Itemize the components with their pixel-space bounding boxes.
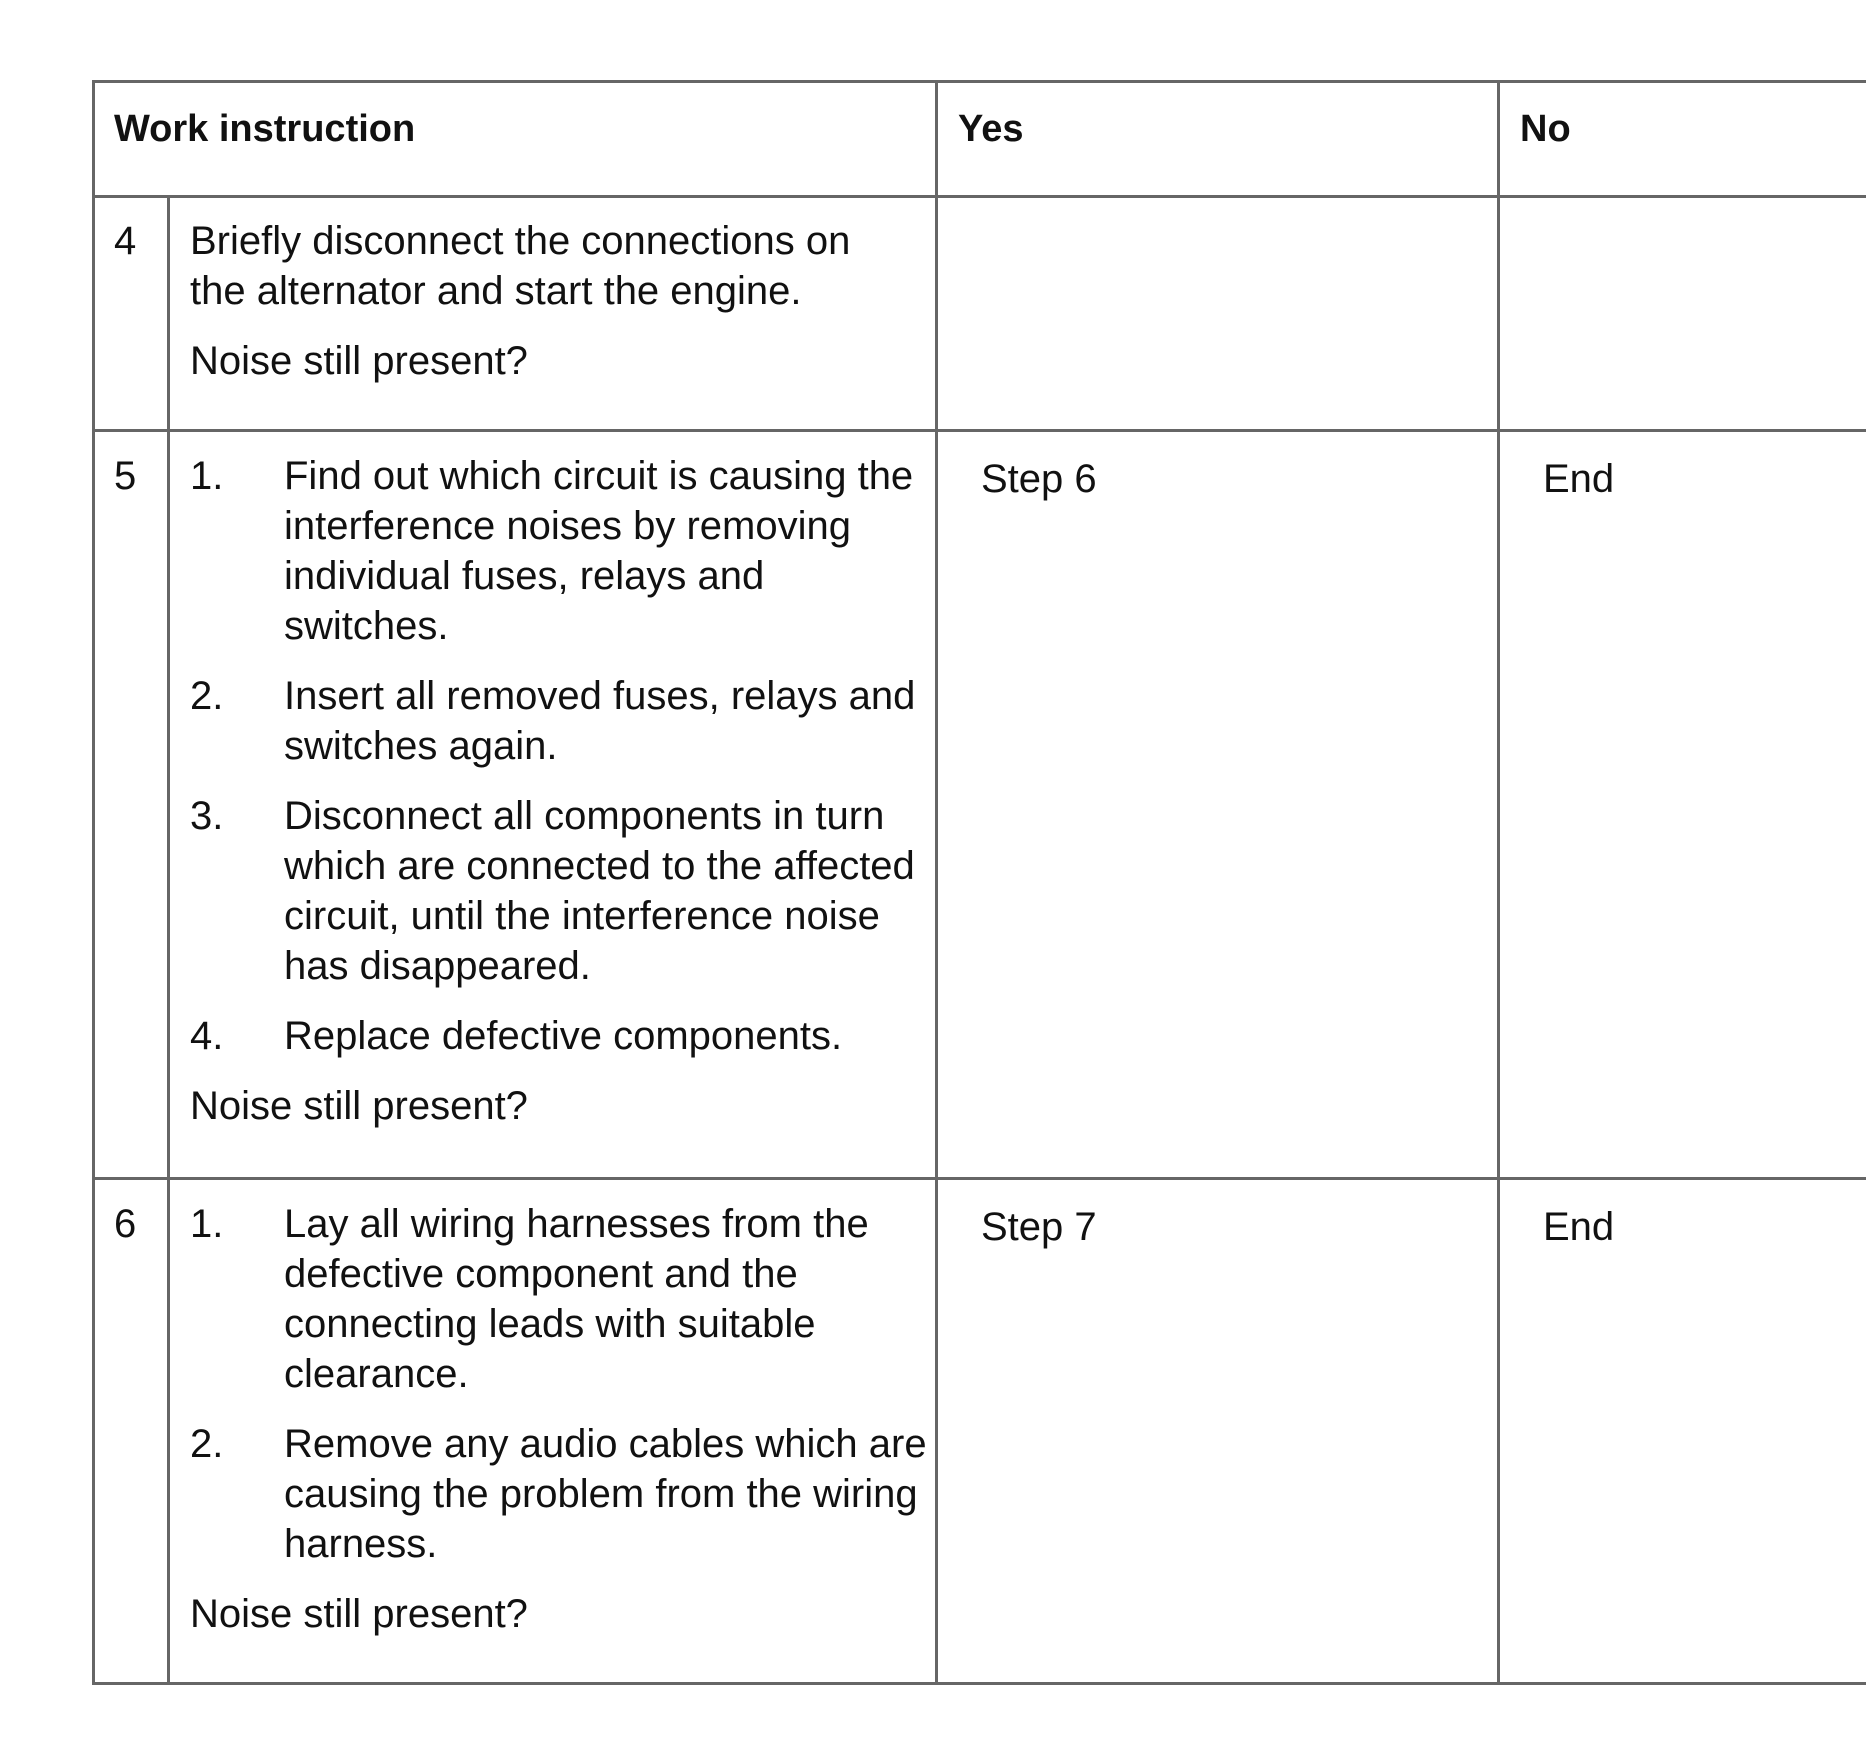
row-6-instruction <box>190 1199 930 1659</box>
header-bottom-border <box>92 195 1866 198</box>
list-item-number: 4. <box>190 1014 224 1058</box>
no-outcome: End <box>1543 1205 1615 1249</box>
header-yes: Yes <box>958 108 1024 150</box>
list-item <box>190 671 930 771</box>
list-item <box>190 451 930 651</box>
row-4-instruction <box>190 216 910 406</box>
instruction-text: Briefly disconnect the connections on the alternator and start the engine. <box>190 219 851 313</box>
yes-outcome: Step 7 <box>981 1205 1097 1249</box>
list-item-text: Insert all removed fuses, relays and switches again. <box>284 674 916 768</box>
header-work-instruction: Work instruction <box>114 108 416 150</box>
question-text: Noise still present? <box>190 1592 528 1636</box>
work-instruction-table <box>92 80 1866 1685</box>
table-bottom-border <box>92 1682 1866 1685</box>
list-item <box>190 1419 930 1569</box>
row-4-bottom-border <box>92 429 1866 432</box>
step-number: 4 <box>114 219 137 263</box>
list-item-text: Replace defective components. <box>284 1014 843 1058</box>
list-item-text: Lay all wiring harnesses from the defective component and the connecting leads with suitable clearance. <box>284 1202 869 1396</box>
step-number: 5 <box>114 454 137 498</box>
yes-column-divider <box>935 80 938 1685</box>
table-top-border <box>92 80 1866 83</box>
no-outcome: End <box>1543 457 1615 501</box>
table-left-border <box>92 80 95 1685</box>
list-item <box>190 791 930 991</box>
list-item-number: 1. <box>190 1202 224 1246</box>
step-number-divider <box>167 195 170 1685</box>
question-text: Noise still present? <box>190 339 528 383</box>
list-item-number: 3. <box>190 794 224 838</box>
list-item-text: Disconnect all components in turn which are connected to the affected circuit, until the interference noise has disappeared. <box>284 794 915 988</box>
list-item-text: Remove any audio cables which are causing the problem from the wiring harness. <box>284 1422 927 1566</box>
list-item-number: 2. <box>190 1422 224 1466</box>
question-text: Noise still present? <box>190 1084 528 1128</box>
list-item-number: 1. <box>190 454 224 498</box>
row-5-instruction <box>190 451 930 1151</box>
header-no: No <box>1520 108 1571 150</box>
yes-outcome: Step 6 <box>981 457 1097 501</box>
step-number: 6 <box>114 1202 137 1246</box>
row-5-bottom-border <box>92 1177 1866 1180</box>
no-column-divider <box>1497 80 1500 1685</box>
list-item <box>190 1199 930 1399</box>
list-item-text: Find out which circuit is causing the interference noises by removing individual fuses, relays and switches. <box>284 454 914 648</box>
list-item-number: 2. <box>190 674 224 718</box>
list-item <box>190 1011 930 1061</box>
